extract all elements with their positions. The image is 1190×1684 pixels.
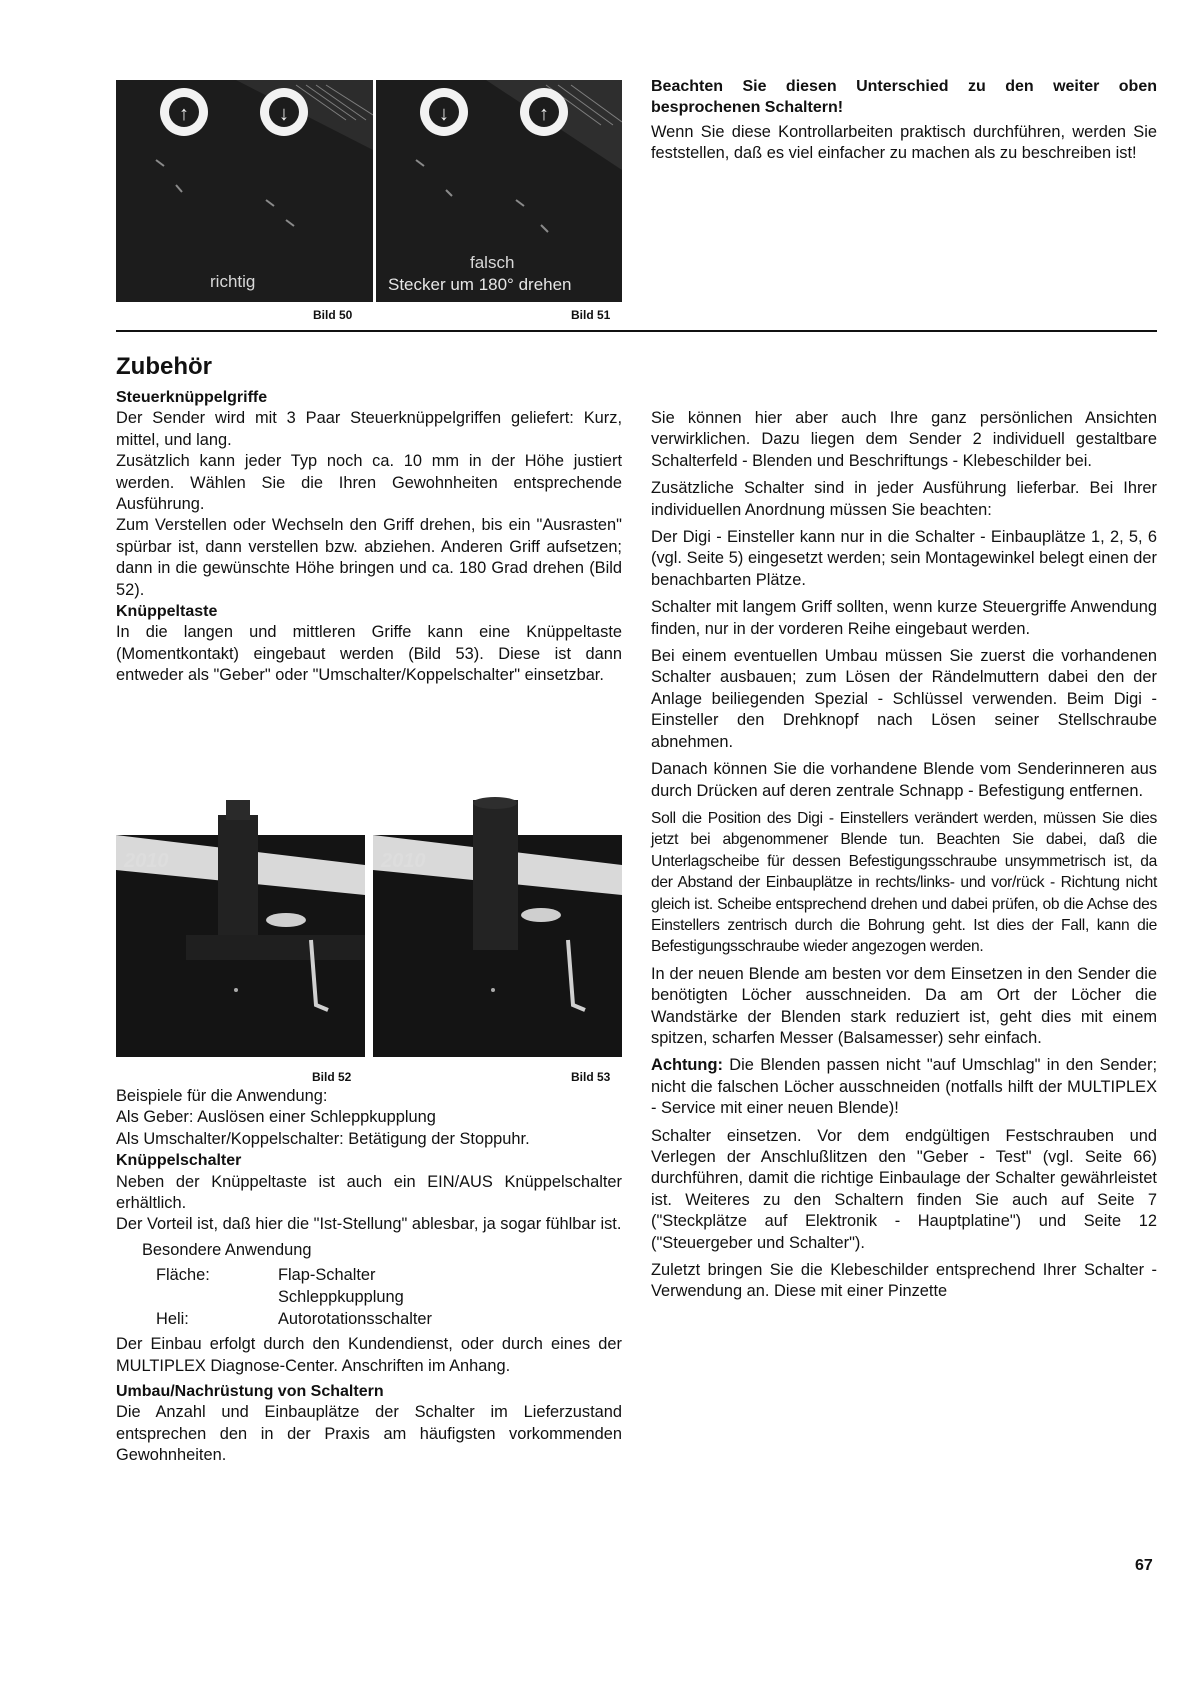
photo-bild-53 [373, 795, 622, 1057]
beispiele-umschalter: Als Umschalter/Koppelschalter: Betätigung der Stoppuhr. [116, 1129, 530, 1148]
right-paragraph-7: Soll die Position des Digi - Einstellers verändert werden, müssen Sie dies jetzt bei abgenommener Blende tun. Beachten Sie dabei, daß die Unterlagscheibe für dessen Befestigungsschraube unsymmetrisch ist, da der Abstand der Einbauplätze in rechts/links- und vor/rück - Richtung nicht gleich ist. Scheibe entsprechend drehen und dabei prüfen, ob die Achse des Einstellers zentrisch durch die Bohrung geht. Ist dies der Fall, kann die Befestigungsschraube wieder angezogen werden. [651, 809, 1157, 956]
photo-label-stecker: Stecker um 180° drehen [388, 275, 572, 294]
besondere-anwendung: Besondere Anwendung [142, 1240, 312, 1259]
einbau-paragraph: Der Einbau erfolgt durch den Kundendienst, oder durch eines der MULTIPLEX Diagnose-Center. Anschriften im Anhang. [116, 1335, 622, 1375]
umbau-paragraph: Die Anzahl und Einbauplätze der Schalter im Lieferzustand entsprechen den in der Praxis am häufigsten vorkommenden Gewohnheiten. [116, 1403, 622, 1465]
app-val: Flap-Schalter [278, 1266, 376, 1285]
table-row [156, 1264, 432, 1286]
svg-text:↓: ↓ [279, 103, 289, 125]
grip-label-52: 2010 [124, 850, 169, 872]
right-paragraph-2: Zusätzliche Schalter sind in jeder Ausführung lieferbar. Bei Ihrer individuellen Anordnung müssen Sie beachten: [651, 479, 1157, 519]
achtung-label: Achtung: [651, 1056, 723, 1075]
top-note-heading: Beachten Sie diesen Unterschied zu den weiter oben besprochenen Schaltern! [651, 78, 1157, 116]
right-paragraph-8: In der neuen Blende am besten vor dem Einsetzen in den Sender die benötigten Löcher ausschneiden. Da am Ort der Löcher die Wandstärke der Blenden stark reduziert ist, geht dies mit einem spitzen, scharfen Messer (Balsamesser) sehr einfach. [651, 964, 1157, 1047]
left-column-lower [116, 1086, 622, 1467]
heading-steuerknueppelgriffe: Steuerknüppelgriffe [116, 389, 268, 406]
svg-text:↑: ↑ [539, 103, 549, 125]
beispiele-geber: Als Geber: Auslösen einer Schleppkupplung [116, 1108, 436, 1127]
caption-bild-53: Bild 53 [571, 1070, 611, 1084]
steuer-paragraph-1: Der Sender wird mit 3 Paar Steuerknüppelgriffen geliefert: Kurz, mittel, und lang. [116, 409, 622, 449]
right-column [651, 408, 1157, 1309]
left-column-upper [116, 387, 622, 687]
caption-bild-52: Bild 52 [312, 1070, 352, 1084]
achtung-text: Die Blenden passen nicht "auf Umschlag" in den Sender; nicht die falschen Löcher ausschneiden (notfalls hilft der MULTIPLEX - Service mit einer neuen Blende)! [651, 1056, 1157, 1118]
heading-knueppeltaste: Knüppeltaste [116, 603, 218, 621]
steuer-paragraph-2: Zusätzlich kann jeder Typ noch ca. 10 mm in der Höhe justiert werden. Wählen Sie die Ihren Gewohnheiten entsprechende Ausführung. [116, 452, 622, 514]
anwendung-table [156, 1264, 432, 1330]
app-val: Schleppkupplung [278, 1288, 404, 1307]
table-row [156, 1308, 432, 1330]
steuer-paragraph-3: Zum Verstellen oder Wechseln den Griff drehen, bis ein "Ausrasten" spürbar ist, dann verstellen bzw. abziehen. Anderen Griff aufsetzen; dann in die gewünschte Höhe bringen und ca. 180 Grad drehen (Bild 52). [116, 516, 622, 599]
grip-label-53: 2010 [381, 850, 426, 872]
app-val: Autorotationsschalter [278, 1310, 432, 1329]
right-paragraph-5: Bei einem eventuellen Umbau müssen Sie zuerst die vorhandenen Schalter ausbauen; zum Lösen der Rändelmuttern dabei den der Anlage beiliegenden Spezial - Schlüssel verwenden. Beim Digi - Einsteller den Drehknopf nach Lösen seiner Stellschraube abnehmen. [651, 647, 1157, 751]
right-paragraph-3: Der Digi - Einsteller kann nur in die Schalter - Einbauplätze 1, 2, 5, 6 (vgl. Seite 5) eingesetzt werden; sein Montagewinkel belegt einen der benachbarten Plätze. [651, 528, 1157, 589]
top-note [651, 76, 1157, 171]
schalter-paragraph-1: Neben der Knüppeltaste ist auch ein EIN/AUS Knüppelschalter erhältlich. [116, 1172, 622, 1213]
app-key: Heli: [156, 1310, 189, 1329]
top-note-text: Wenn Sie diese Kontrollarbeiten praktisch durchführen, werden Sie feststellen, daß es viel einfacher zu machen als zu beschreiben ist! [651, 123, 1157, 163]
page-number: 67 [1135, 1557, 1153, 1574]
caption-bild-50: Bild 50 [313, 308, 353, 322]
table-row [156, 1286, 432, 1308]
right-paragraph-11: Zuletzt bringen Sie die Klebeschilder entsprechend Ihrer Schalter - Verwendung an. Diese mit einer Pinzette [651, 1261, 1157, 1301]
app-key [156, 1286, 278, 1308]
right-paragraph-9 [651, 1055, 1157, 1119]
caption-bild-51: Bild 51 [571, 308, 611, 322]
heading-umbau: Umbau/Nachrüstung von Schaltern [116, 1383, 384, 1401]
heading-knueppelschalter: Knüppelschalter [116, 1152, 242, 1170]
photo-label-falsch: falsch [470, 253, 515, 272]
right-paragraph-10: Schalter einsetzen. Vor dem endgültigen Festschrauben und Verlegen der Anschlußlitzen den "Geber - Test" (vgl. Seite 66) durchführen, damit die richtige Einbaulage der Schalter gewährleistet ist. Weiteres zu den Schaltern finden Sie auch auf Seite 7 ("Steckplätze auf Elektronik - Hauptplatine") und Seite 12 ("Steuergeber und Schalter"). [651, 1126, 1157, 1252]
right-paragraph-6: Danach können Sie die vorhandene Blende vom Senderinneren aus durch Drücken auf deren zentrale Schnapp - Befestigung entfernen. [651, 760, 1157, 800]
schalter-paragraph-2: Der Vorteil ist, daß hier die "Ist-Stellung" ablesbar, ja sogar fühlbar ist. [116, 1215, 622, 1234]
photo-bild-50 [116, 80, 373, 302]
app-key: Fläche: [156, 1266, 210, 1285]
right-paragraph-4: Schalter mit langem Griff sollten, wenn kurze Steuergriffe Anwendung finden, nur in der vorderen Reihe eingebaut werden. [651, 598, 1157, 638]
section-divider [116, 330, 1157, 332]
svg-text:↑: ↑ [179, 103, 189, 125]
photo-label-richtig: richtig [210, 272, 256, 291]
taste-paragraph: In die langen und mittleren Griffe kann eine Knüppeltaste (Momentkontakt) eingebaut werden (Bild 53). Diese ist dann entweder als "Geber" oder "Umschalter/Koppelschalter" einsetzbar. [116, 623, 622, 685]
svg-text:↓: ↓ [439, 103, 449, 125]
beispiele-intro: Beispiele für die Anwendung: [116, 1087, 328, 1105]
photo-bild-52 [116, 795, 365, 1057]
section-title: Zubehör [116, 353, 212, 380]
right-paragraph-1: Sie können hier aber auch Ihre ganz persönlichen Ansichten verwirklichen. Dazu liegen dem Sender 2 individuell gestaltbare Schalterfeld - Blenden und Beschriftungs - Klebeschilder bei. [651, 409, 1157, 470]
